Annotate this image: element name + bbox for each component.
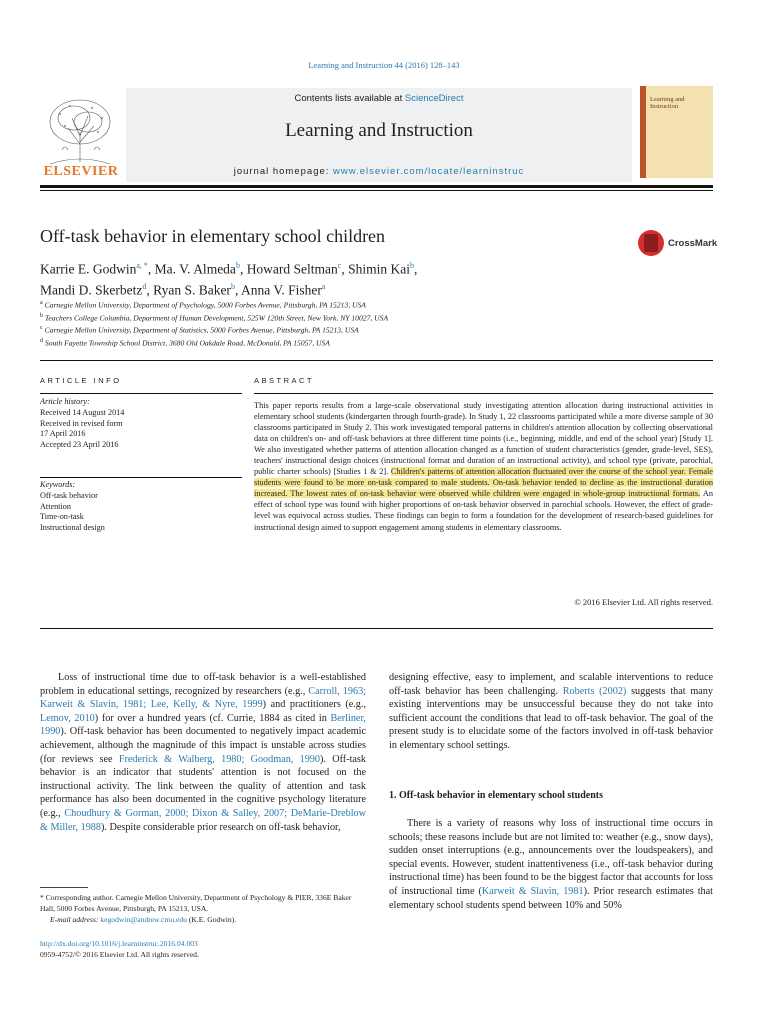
article-title: Off-task behavior in elementary school children	[40, 226, 386, 246]
abstract-highlight[interactable]: Children's patterns of attention allocation fluctuated over the course of the school year. Female students were found to be more on-task compared to male students. On-task behavior tended to decline as the instructional duration increased. The lowest rates of on-task behavior were observed while children were engaged in whole-group instructional formats.	[254, 467, 713, 499]
abstract-body	[254, 400, 713, 533]
author-affiliation-mark[interactable]: c	[337, 261, 342, 270]
keyword-item: Off-task behavior	[40, 490, 98, 500]
journal-citation[interactable]: Learning and Instruction 44 (2016) 128–143	[308, 60, 460, 70]
email-label: E-mail address:	[50, 915, 101, 924]
author-name: Howard Seltman	[246, 261, 338, 277]
author-separator: ,	[414, 261, 418, 277]
affiliation-item	[40, 298, 700, 311]
author-affiliation-mark[interactable]: a, *	[136, 261, 148, 270]
journal-homepage	[126, 166, 632, 177]
contents-prefix: Contents lists available at	[294, 93, 405, 104]
history-label: Article history:	[40, 397, 90, 406]
reference-link[interactable]: Karweit & Slavin, 1981	[481, 885, 584, 897]
section-heading: 1. Off-task behavior in elementary school students	[389, 790, 603, 801]
affiliation-text: Carnegie Mellon University, Department of Psychology, 5000 Forbes Avenue, Pittsburgh, PA 15213, USA	[44, 300, 366, 310]
doi-block	[40, 938, 366, 960]
author-name: Ma. V. Almeda	[154, 261, 236, 277]
author-name: Shimin Kai	[348, 261, 410, 277]
reference-link[interactable]: Berliner, 1990	[40, 712, 366, 738]
keyword-item: Attention	[40, 501, 71, 511]
author-affiliation-mark[interactable]: b	[410, 261, 414, 270]
author-separator: ,	[341, 261, 349, 277]
abstract-rule	[254, 393, 713, 394]
cover-title: Learning and Instruction	[650, 96, 685, 110]
author-separator: ,	[147, 261, 155, 277]
author-separator: ,	[239, 261, 247, 277]
history-item: 17 April 2016	[40, 429, 86, 439]
email-suffix: (K.E. Godwin).	[186, 915, 237, 924]
footnote-rule	[40, 887, 88, 888]
keyword-item: Instructional design	[40, 523, 105, 533]
history-item: Accepted 23 April 2016	[40, 440, 119, 450]
author-affiliation-mark[interactable]: b	[230, 281, 235, 291]
author-name: Anna V. Fisher	[240, 282, 322, 297]
crossmark-bookmark-icon	[644, 234, 658, 252]
affiliation-mark: a	[40, 300, 43, 306]
author-name: Mandi D. Skerbetz	[40, 282, 143, 297]
reference-link[interactable]: Lemov, 2010	[40, 712, 95, 724]
history-item: Received 14 August 2014	[40, 407, 125, 417]
corresponding-text: * Corresponding author. Carnegie Mellon University, Department of Psychology & PIER, 336E Baker Hall, 5000 Forbes Avenue, Pittsburgh, PA 15213, USA.	[40, 893, 352, 913]
body-text: There is a variety of reasons why loss of instructional time occurs in schools; these reasons include but are not limited to: weather (e.g., snow days), sudden onset interruptions (e.g., announcements over the loudspeakers), and special events. However, student inattentiveness (i.e., off-task behavior during instructional time) has been found to be the biggest factor that accounts for loss of instructional time (	[389, 818, 713, 897]
body-text: ). Despite considerable prior research on off-task behavior,	[101, 821, 341, 833]
reference-link[interactable]: Carroll, 1963; Karweit & Slavin, 1981; Lee, Kelly, & Nyre, 1999	[40, 685, 366, 711]
body-text: ) and practitioners (e.g.,	[262, 699, 366, 711]
affiliation-list	[40, 298, 700, 348]
doi-link[interactable]: http://dx.doi.org/10.1016/j.learninstruc.2016.04.003	[40, 939, 198, 948]
header-divider-thick	[40, 185, 713, 188]
affiliation-mark: d	[40, 337, 43, 344]
contents-line	[126, 93, 632, 104]
keyword-item: Time-on-task	[40, 512, 84, 522]
crossmark-label[interactable]: CrossMark	[668, 238, 718, 249]
body-text: Loss of instructional time due to off-task behavior is a well-established problem in educational settings, recognized by researchers (e.g.,	[40, 672, 366, 697]
abstract-part-1: This paper reports results from a large-scale observational study investigating attention allocation during instructional activities in elementary school students (kindergarten through fourth-grade). In Study 1, 22 classrooms participated while a more diverse sample of 30 classrooms participated in Study 2. This work investigated temporal patterns in children's attention allocation by collecting observational data on children's on- and off-task behaviors at three different time points (i.e., beginning, middle, and end of the school year) [Study 1]. We also investigated whether patterns of attention allocation changed as a function of student characteristics (gender, grade-level, SES), teachers' instructional design choices (instructional format and duration of an instructional activity), and school type (private, parochial, public charter schools) [Studies 1 & 2].	[254, 401, 713, 477]
author-separator: ,	[146, 282, 154, 297]
keywords-block	[40, 480, 240, 534]
section-body	[389, 817, 713, 912]
email-line	[40, 914, 366, 925]
author-name: Ryan S. Baker	[153, 282, 231, 297]
author-affiliation-mark[interactable]: a	[321, 281, 326, 291]
history-item: Received in revised form	[40, 418, 123, 428]
author-list	[40, 257, 700, 298]
journal-name: Learning and Instruction	[285, 120, 473, 141]
body-text: ). Off-task behavior is an indicator that students' attention is not focused on the instructional activity. The link between the quality of attention and task performance has also been documented in the cognitive psychology literature (e.g.,	[40, 753, 366, 819]
abstract-copyright: © 2016 Elsevier Ltd. All rights reserved.	[574, 597, 713, 607]
body-column-left	[40, 671, 366, 834]
body-text: ) for over a hundred years (cf. Currie, 1884 as cited in	[94, 712, 331, 724]
body-text: ). Off-task behavior has been documented to negatively impact academic achievement, although the magnitude of this impact is unstable across studies (for reviews see	[40, 726, 366, 765]
publisher-logo-text: ELSEVIER	[43, 164, 119, 179]
abstract-part-2: An effect of school type was found with higher proportions of on-task behavior observed in parochial schools. However, the effect of grade-level was equivocal across studies. These findings can begin to form a foundation for the development of research-based guidelines for instructional design aimed to support engagement among students in elementary classrooms.	[254, 489, 713, 532]
body-column-right	[389, 671, 713, 753]
header-divider-thin	[40, 190, 713, 191]
body-text: ). Prior research estimates that elementary school students spend between 10% and 50%	[389, 885, 713, 911]
keywords-label: Keywords:	[40, 480, 76, 489]
article-history	[40, 397, 240, 451]
reference-link[interactable]: Roberts (2002)	[562, 685, 627, 697]
author-separator: ,	[234, 282, 241, 297]
homepage-url-link[interactable]: www.elsevier.com/locate/learninstruc	[333, 166, 525, 177]
affiliation-text: Carnegie Mellon University, Department of Statistics, 5000 Forbes Avenue, Pittsburgh, PA 15213, USA	[44, 325, 359, 335]
affiliation-item	[40, 336, 700, 349]
abstract-heading: ABSTRACT	[254, 376, 315, 385]
affiliation-text: South Fayette Township School District, 3680 Old Oakdale Road, McDonald, PA 15057, USA	[44, 338, 330, 348]
corresponding-author-footnote	[40, 892, 366, 925]
author-name: Karrie E. Godwin	[40, 261, 137, 277]
article-info-rule	[40, 393, 242, 394]
body-divider	[40, 628, 713, 629]
homepage-prefix: journal homepage:	[233, 166, 334, 177]
affiliation-text: Teachers College Columbia, Department of Human Development, 525W 120th Street, New York, NY 10027, USA	[44, 313, 389, 323]
body-text: designing effective, easy to implement, and scalable interventions to reduce off-task behavior has been challenging.	[389, 672, 713, 697]
body-text: suggests that many existing interventions may be unsuccessful because they do not take into sufficient account the conditions that lead to off-task behavior. The goal of the present study is to elucidate some of the factors involved in off-task behavior in elementary school settings.	[389, 685, 713, 751]
keywords-rule	[40, 477, 242, 478]
affiliation-item	[40, 311, 700, 324]
author-affiliation-mark[interactable]: d	[142, 281, 147, 291]
affiliation-item	[40, 323, 700, 336]
affiliation-mark: c	[40, 325, 43, 332]
article-info-heading: ARTICLE INFO	[40, 376, 122, 385]
affiliation-mark: b	[40, 312, 43, 319]
author-affiliation-mark[interactable]: b	[235, 261, 240, 270]
section-divider	[40, 360, 713, 361]
sciencedirect-link[interactable]: ScienceDirect	[404, 93, 464, 104]
issn-line: 0959-4752/© 2016 Elsevier Ltd. All rights reserved.	[40, 950, 199, 959]
reference-link[interactable]: Frederick & Walberg, 1980; Goodman, 1990	[118, 753, 320, 765]
email-link[interactable]: kegodwin@andrew.cmu.edu	[100, 915, 187, 924]
reference-link[interactable]: Choudhury & Gorman, 2000; Dixon & Salley, 2007; DeMarie-Dreblow & Miller, 1988	[40, 807, 366, 833]
